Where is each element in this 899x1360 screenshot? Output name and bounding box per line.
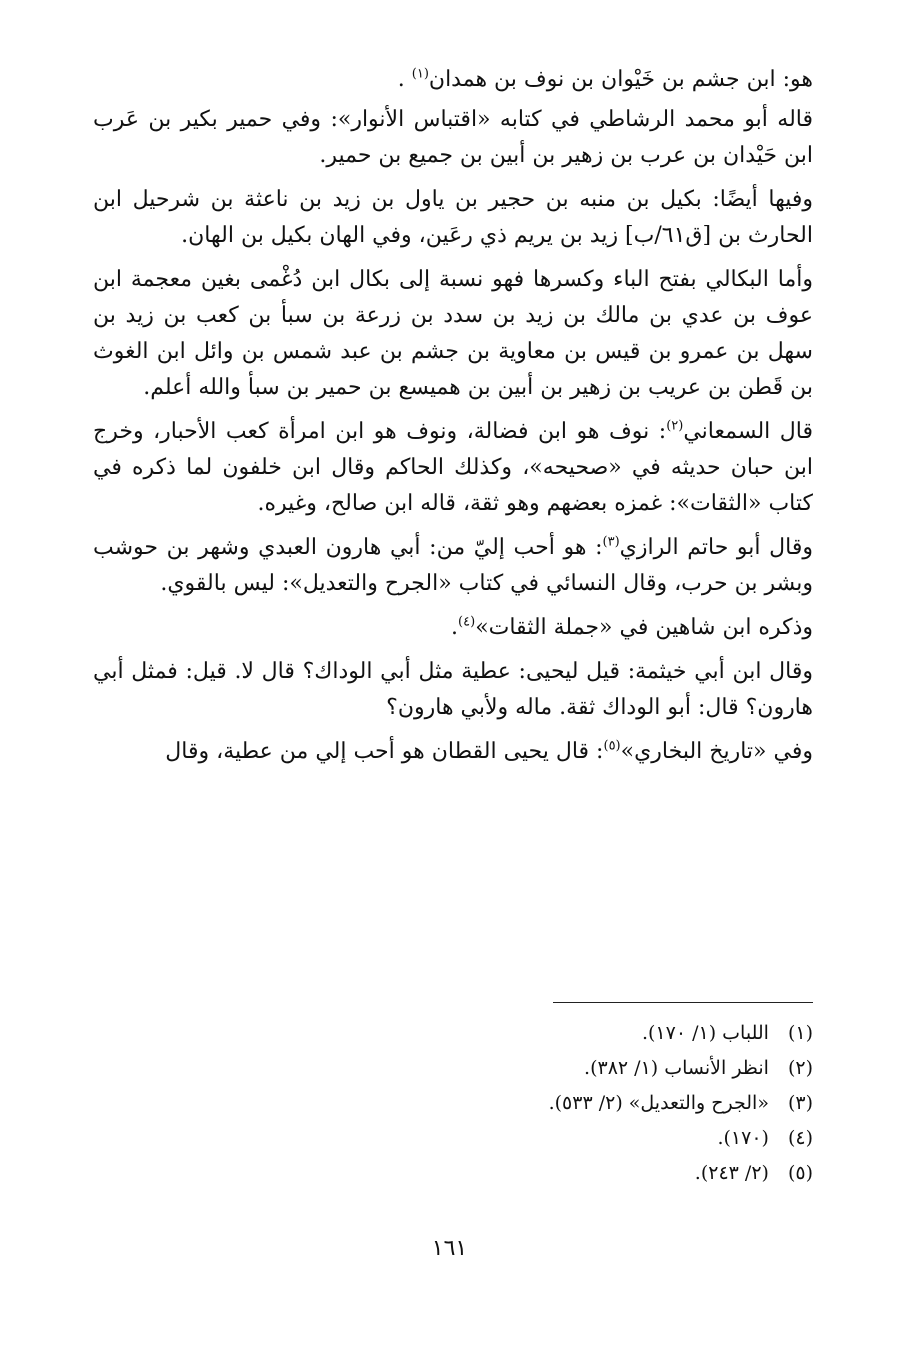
footnote-number: (٤) — [787, 1127, 813, 1149]
paragraph-1-text: هو: ابن جشم بن خَيْوان بن نوف بن همدان — [428, 67, 813, 92]
footnote-1 — [93, 1016, 813, 1051]
footnotes — [93, 1016, 813, 1191]
footnote-number: (٥) — [787, 1162, 813, 1184]
footnote-ref-4: (٤) — [458, 614, 476, 630]
footnote-ref-2: (٢) — [666, 418, 684, 434]
paragraph-6 — [93, 530, 813, 602]
footnote-3 — [93, 1086, 813, 1121]
footnote-number: (٣) — [787, 1092, 813, 1114]
paragraph-7 — [93, 610, 813, 646]
footnote-ref-1: (١) — [411, 66, 429, 82]
footnote-text: انظر الأنساب (١/ ٣٨٢). — [584, 1057, 769, 1079]
footnote-2 — [93, 1051, 813, 1086]
footnote-text: (١٧٠). — [717, 1127, 769, 1149]
paragraph-5 — [93, 414, 813, 522]
footnote-4 — [93, 1121, 813, 1156]
paragraph-8-text: وقال ابن أبي خيثمة: قيل ليحيى: عطية مثل أبي الوداك؟ قال لا. قيل: فمثل أبي هارون؟ قال: أبو الوداك ثقة. ماله ولأبي هارون؟ — [93, 659, 813, 720]
paragraph-9-tail: : قال يحيى القطان هو أحب إلي من عطية، وقال — [165, 739, 604, 764]
paragraph-5-text: قال السمعاني — [683, 419, 813, 444]
paragraph-5-tail: : نوف هو ابن فضالة، ونوف هو ابن امرأة كعب الأحبار، وخرج ابن حبان حديثه في «صحيحه»، وكذلك الحاكم وقال ابن خلفون لما ذكره في كتاب «الثقات»: غمزه بعضهم وهو ثقة، قاله ابن صالح، وغيره. — [93, 419, 813, 516]
paragraph-1 — [93, 62, 813, 98]
footnote-number: (٢) — [787, 1057, 813, 1079]
footnote-number: (١) — [787, 1022, 813, 1044]
footnote-text: (٢/ ٢٤٣). — [694, 1162, 769, 1184]
paragraph-9 — [93, 734, 813, 770]
footnote-ref-3: (٣) — [602, 534, 620, 550]
paragraph-3-text: وفيها أيضًا: بكيل بن منبه بن حجير بن ياول بن زيد بن ناعثة بن شرحيل ابن الحارث بن [ق٦١/ب] زيد بن يريم ذي رعَين، وفي الهان بكيل بن الهان. — [93, 187, 813, 248]
paragraph-8 — [93, 654, 813, 726]
footnote-text: «الجرح والتعديل» (٢/ ٥٣٣). — [548, 1092, 769, 1114]
paragraph-7-tail: . — [451, 615, 459, 640]
main-text — [93, 62, 813, 778]
paragraph-7-text: وذكره ابن شاهين في «جملة الثقات» — [475, 615, 813, 640]
paragraph-2 — [93, 102, 813, 174]
footnote-5 — [93, 1156, 813, 1191]
paragraph-2-text: قاله أبو محمد الرشاطي في كتابه «اقتباس الأنوار»: وفي حمير بكير بن عَرب ابن حَيْدان بن عرب بن زهير بن أبين بن جميع بن حمير. — [93, 107, 813, 168]
paragraph-1-tail: . — [397, 67, 412, 92]
footnote-text: اللباب (١/ ١٧٠). — [641, 1022, 769, 1044]
paragraph-9-text: وفي «تاريخ البخاري» — [620, 739, 813, 764]
paragraph-4-text: وأما البكالي بفتح الباء وكسرها فهو نسبة إلى بكال ابن دُغْمى بغين معجمة ابن عوف بن عدي بن مالك بن زيد بن سدد بن زرعة بن سبأ بن كعب بن زيد بن سهل بن عمرو بن قيس بن معاوية بن جشم بن عبد شمس بن وائل ابن الغوث بن قَطن بن عريب بن زهير بن أبين بن هميسع بن حمير بن سبأ والله أعلم. — [93, 267, 813, 400]
page-number: ١٦١ — [431, 1236, 468, 1261]
footnote-ref-5: (٥) — [603, 738, 621, 754]
footnote-divider — [553, 1002, 813, 1003]
paragraph-6-text: وقال أبو حاتم الرازي — [619, 535, 814, 560]
paragraph-6-tail: : هو أحب إليّ من: أبي هارون العبدي وشهر بن حوشب وبشر بن حرب، وقال النسائي في كتاب «الجرح والتعديل»: ليس بالقوي. — [93, 535, 813, 596]
paragraph-4 — [93, 262, 813, 406]
paragraph-3 — [93, 182, 813, 254]
